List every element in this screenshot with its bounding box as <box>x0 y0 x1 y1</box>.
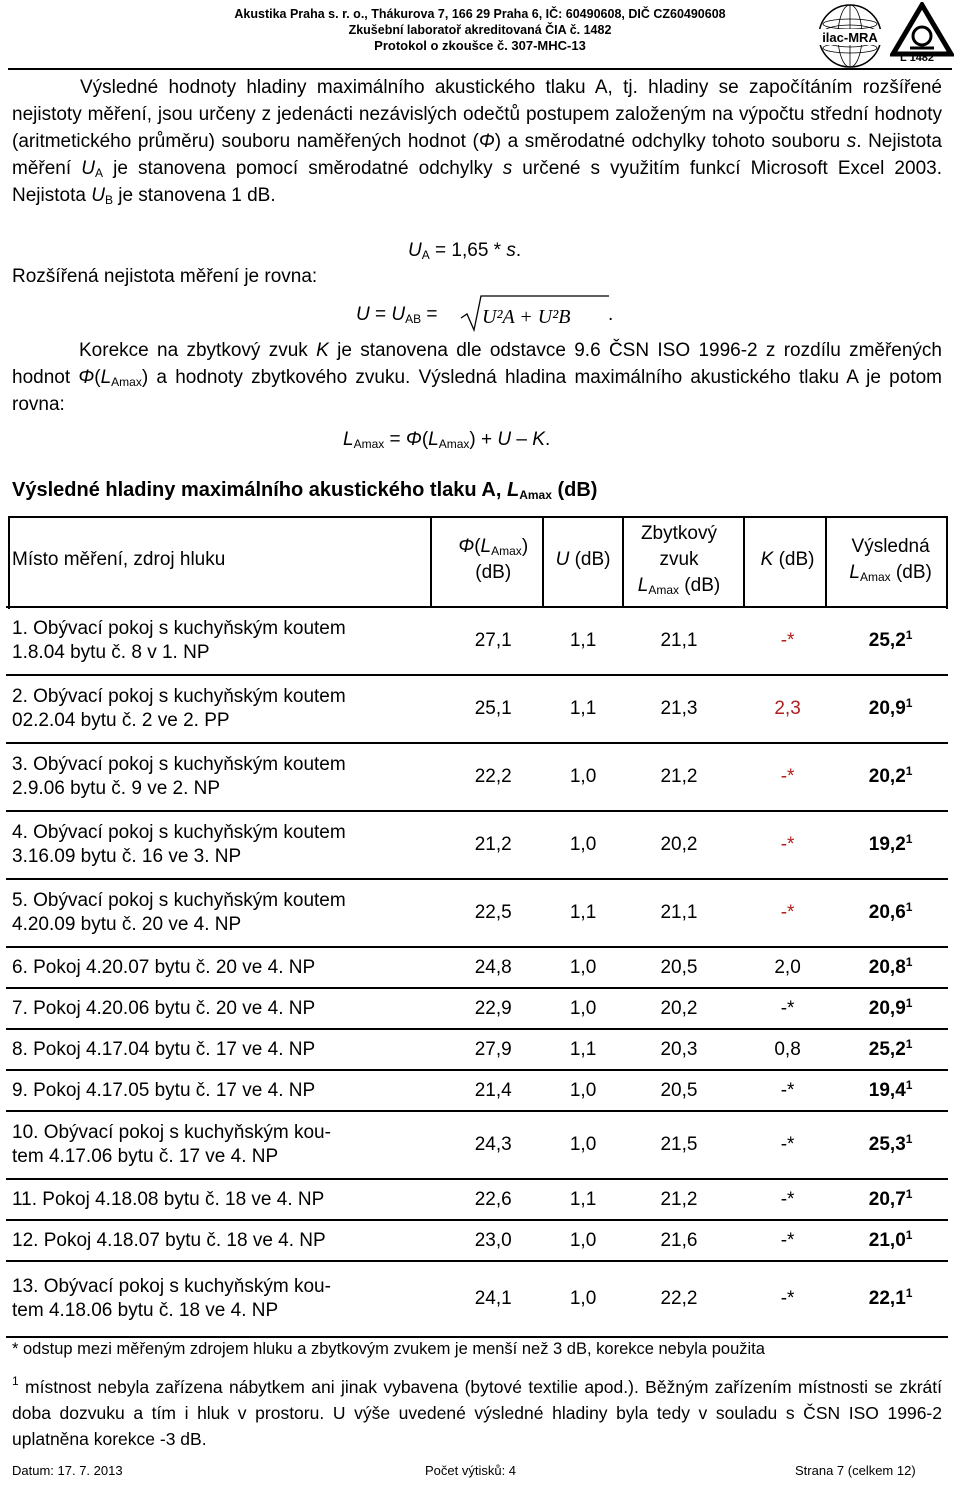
final-cell: 20,6$^1$ <box>833 879 948 947</box>
k-cell: -* <box>742 811 833 879</box>
expanded-uncertainty-label: Rozšířená nejistota měření je rovna: <box>12 266 318 287</box>
u-cell: 1,1 <box>550 675 616 743</box>
residual-cell: 21,1 <box>616 879 742 947</box>
table-row <box>6 988 948 1029</box>
place-cell: 5. Obývací pokoj s kuchyňským koutem 4.20.09 bytu č. 20 ve 4. NP <box>6 879 436 947</box>
residual-cell: 21,5 <box>616 1111 742 1179</box>
k-cell: 2,3 <box>742 675 833 743</box>
phi-cell: 25,1 <box>436 675 550 743</box>
place-cell: 6. Pokoj 4.20.07 bytu č. 20 ve 4. NP <box>6 947 436 988</box>
intro-paragraph: Výsledné hodnoty hladiny maximálního akustického tlaku A, tj. hladiny se započítáním rozšířené nejistoty měření, jsou určeny z jedenácti nezávislých odečtů postupem založeným na výpočtu střední hodnoty (aritmetického průměru) souboru naměřených hodnot (Φ) a směrodatné odchylky tohoto souboru s. Nejistota měření $U_A$ je stanovena pomocí směrodatné odchylky s určené s využitím funkcí Microsoft Excel 2003. Nejistota $U_B$ je stanovena 1 dB. <box>12 77 942 207</box>
place-cell: 11. Pokoj 4.18.08 bytu č. 18 ve 4. NP <box>6 1179 436 1220</box>
final-cell: 25,2$^1$ <box>833 1029 948 1070</box>
equation-u-radicand: U²A + U²B <box>482 306 571 328</box>
residual-cell: 20,5 <box>616 1070 742 1111</box>
place-cell: 9. Pokoj 4.17.05 bytu č. 17 ve 4. NP <box>6 1070 436 1111</box>
k-cell: -* <box>742 1070 833 1111</box>
place-cell: 4. Obývací pokoj s kuchyňským koutem 3.16.09 bytu č. 16 ve 3. NP <box>6 811 436 879</box>
u-cell: 1,0 <box>550 1111 616 1179</box>
k-cell: 0,8 <box>742 1029 833 1070</box>
place-cell: 2. Obývací pokoj s kuchyňským koutem 02.2.04 bytu č. 2 ve 2. PP <box>6 675 436 743</box>
k-cell: -* <box>742 1179 833 1220</box>
correction-paragraph: Korekce na zbytkový zvuk K je stanovena dle odstavce 9.6 ČSN ISO 1996-2 z rozdílu změřených hodnot $\Phi(L_{Amax})$ a hodnoty zbytkového zvuku. Výsledná hladina maximálního akustického tlaku A je potom rovna: <box>12 340 942 415</box>
u-cell: 1,1 <box>550 1179 616 1220</box>
k-cell: -* <box>742 1261 833 1337</box>
col-header-final: Výsledná $L_{Amax}$ (dB) <box>833 514 948 607</box>
place-cell: 3. Obývací pokoj s kuchyňským koutem 2.9.06 bytu č. 9 ve 2. NP <box>6 743 436 811</box>
residual-cell: 20,5 <box>616 947 742 988</box>
residual-cell: 20,2 <box>616 988 742 1029</box>
phi-cell: 22,9 <box>436 988 550 1029</box>
u-cell: 1,0 <box>550 743 616 811</box>
u-cell: 1,0 <box>550 947 616 988</box>
table-row <box>6 1261 948 1337</box>
residual-cell: 21,1 <box>616 607 742 675</box>
table-header-row <box>6 514 948 607</box>
footnote-one: $^1$ místnost nebyla zařízena nábytkem ani jinak vybavena (bytové textilie apod.). Běžným zařízením místnosti se zkrátí doba dozvuku a tím i hluk v prostoru. U výše uvedené výsledné hladiny byla tedy v souladu s ČSN ISO 1996-2 uplatněna korekce -3 dB. <box>12 1374 942 1449</box>
table-row <box>6 1070 948 1111</box>
u-cell: 1,1 <box>550 607 616 675</box>
k-cell: -* <box>742 743 833 811</box>
final-cell: 20,7$^1$ <box>833 1179 948 1220</box>
place-cell: 8. Pokoj 4.17.04 bytu č. 17 ve 4. NP <box>6 1029 436 1070</box>
report-header <box>140 6 820 54</box>
lab-line: Zkušební laboratoř akreditovaná ČIA č. 1482 <box>348 23 612 37</box>
phi-cell: 21,2 <box>436 811 550 879</box>
final-cell: 25,2$^1$ <box>833 607 948 675</box>
phi-cell: 22,2 <box>436 743 550 811</box>
k-cell: -* <box>742 1111 833 1179</box>
residual-cell: 21,2 <box>616 1179 742 1220</box>
col-header-place: Místo měření, zdroj hluku <box>6 514 436 607</box>
company-line: Akustika Praha s. r. o., Thákurova 7, 166 29 Praha 6, IČ: 60490608, DIČ CZ60490608 <box>234 7 726 21</box>
residual-cell: 21,3 <box>616 675 742 743</box>
u-cell: 1,0 <box>550 811 616 879</box>
k-cell: 2,0 <box>742 947 833 988</box>
table-row <box>6 947 948 988</box>
footer-copies: Počet výtisků: 4 <box>425 1463 517 1478</box>
k-cell: -* <box>742 1220 833 1261</box>
final-cell: 21,0$^1$ <box>833 1220 948 1261</box>
results-table <box>6 514 948 1338</box>
phi-cell: 22,6 <box>436 1179 550 1220</box>
k-cell: -* <box>742 988 833 1029</box>
u-cell: 1,0 <box>550 1261 616 1337</box>
header-rule <box>8 68 952 70</box>
u-cell: 1,0 <box>550 988 616 1029</box>
protocol-line: Protokol o zkoušce č. 307-MHC-13 <box>374 38 586 53</box>
table-row <box>6 1179 948 1220</box>
residual-cell: 20,3 <box>616 1029 742 1070</box>
final-cell: 22,1$^1$ <box>833 1261 948 1337</box>
col-header-k: K (dB) <box>742 514 833 607</box>
phi-cell: 21,4 <box>436 1070 550 1111</box>
footer-page: Strana 7 (celkem 12) <box>795 1463 916 1478</box>
phi-cell: 27,1 <box>436 607 550 675</box>
svg-text:ilac-MRA: ilac-MRA <box>822 30 878 45</box>
phi-cell: 24,3 <box>436 1111 550 1179</box>
accreditation-code: L 1482 <box>900 52 935 64</box>
equation-u-period: . <box>608 304 614 325</box>
footnote-star: * odstup mezi měřeným zdrojem hluku a zbytkovým zvukem je menší než 3 dB, korekce nebyla použita <box>12 1340 765 1358</box>
k-cell: -* <box>742 607 833 675</box>
table-row <box>6 607 948 675</box>
col-header-residual: Zbytkový zvuk $L_{Amax}$ (dB) <box>616 514 742 607</box>
final-cell: 20,9$^1$ <box>833 988 948 1029</box>
footer-date: Datum: 17. 7. 2013 <box>12 1463 123 1478</box>
place-cell: 12. Pokoj 4.18.07 bytu č. 18 ve 4. NP <box>6 1220 436 1261</box>
ilac-mra-logo <box>815 2 885 70</box>
table-row <box>6 743 948 811</box>
place-cell: 1. Obývací pokoj s kuchyňským koutem 1.8.04 bytu č. 8 v 1. NP <box>6 607 436 675</box>
phi-cell: 24,1 <box>436 1261 550 1337</box>
final-cell: 20,8$^1$ <box>833 947 948 988</box>
table-row <box>6 879 948 947</box>
u-cell: 1,0 <box>550 1220 616 1261</box>
col-header-u: U (dB) <box>550 514 616 607</box>
place-cell: 13. Obývací pokoj s kuchyňským kou- tem 4.18.06 bytu č. 18 ve 4. NP <box>6 1261 436 1337</box>
place-cell: 7. Pokoj 4.20.06 bytu č. 20 ve 4. NP <box>6 988 436 1029</box>
equation-u-lhs: $U = U_{AB}$ = <box>356 304 438 326</box>
table-title: Výsledné hladiny maximálního akustického tlaku A, $L_{Amax}$ (dB) <box>12 479 598 502</box>
equation-ua: $U_A = 1,65 * s$. <box>408 240 522 262</box>
final-cell: 20,2$^1$ <box>833 743 948 811</box>
phi-cell: 27,9 <box>436 1029 550 1070</box>
residual-cell: 21,6 <box>616 1220 742 1261</box>
u-cell: 1,0 <box>550 1070 616 1111</box>
place-cell: 10. Obývací pokoj s kuchyňským kou- tem 4.17.06 bytu č. 17 ve 4. NP <box>6 1111 436 1179</box>
final-cell: 20,9$^1$ <box>833 675 948 743</box>
col-header-phi: $\Phi(L_{Amax})$ (dB) <box>436 514 550 607</box>
phi-cell: 22,5 <box>436 879 550 947</box>
phi-cell: 24,8 <box>436 947 550 988</box>
table-row <box>6 811 948 879</box>
table-row <box>6 1111 948 1179</box>
residual-cell: 21,2 <box>616 743 742 811</box>
residual-cell: 22,2 <box>616 1261 742 1337</box>
residual-cell: 20,2 <box>616 811 742 879</box>
k-cell: -* <box>742 879 833 947</box>
table-row <box>6 675 948 743</box>
phi-cell: 23,0 <box>436 1220 550 1261</box>
u-cell: 1,1 <box>550 1029 616 1070</box>
equation-final-level: $L_{Amax} = \Phi(L_{Amax}) + U - K$. <box>343 429 551 451</box>
final-cell: 25,3$^1$ <box>833 1111 948 1179</box>
table-row <box>6 1220 948 1261</box>
u-cell: 1,1 <box>550 879 616 947</box>
final-cell: 19,2$^1$ <box>833 811 948 879</box>
table-row <box>6 1029 948 1070</box>
final-cell: 19,4$^1$ <box>833 1070 948 1111</box>
